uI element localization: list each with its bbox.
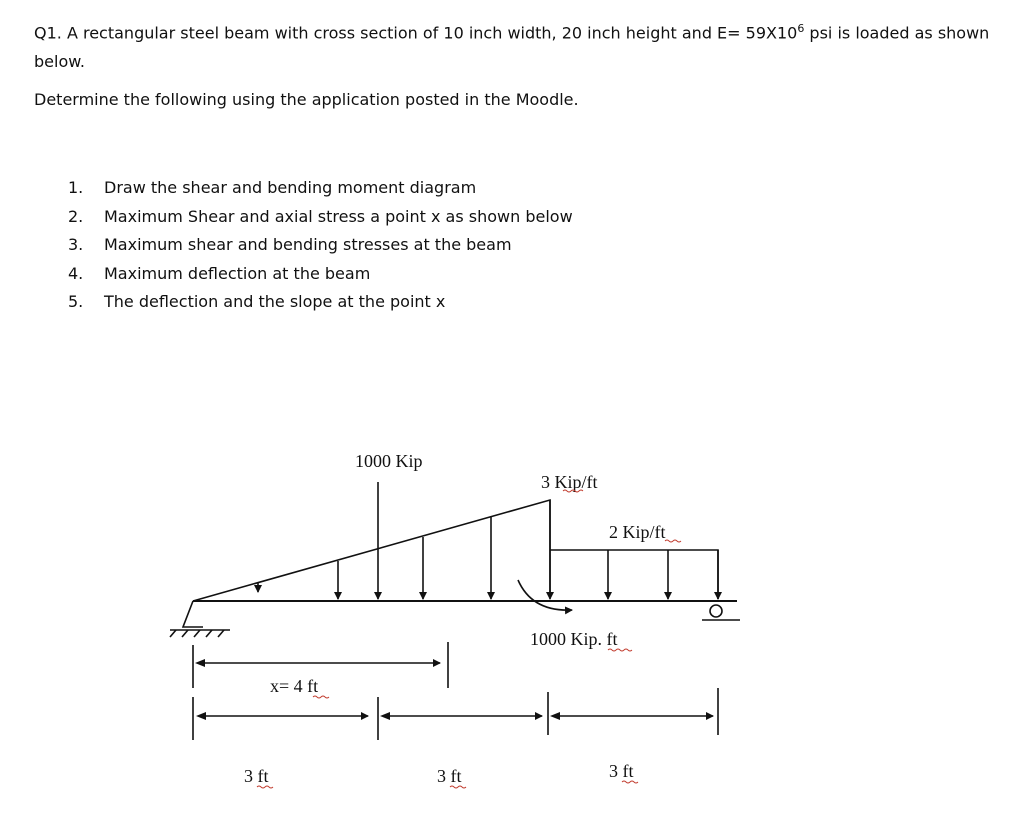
span-dimensions: [193, 688, 718, 786]
task-item: 3. Maximum shear and bending stresses at the beam: [68, 235, 512, 254]
question-suffix: psi is loaded as shown below.: [34, 23, 990, 72]
task-item: 1. Draw the shear and bending moment diagram: [68, 178, 477, 197]
peak-load-label: 3 Kip/ft: [541, 472, 598, 492]
uniform-load-label: 2 Kip/ft: [609, 522, 666, 542]
task-item: 4. Maximum deflection at the beam: [68, 263, 371, 283]
moment-label: 1000 Kip. ft: [530, 629, 618, 649]
task-item: 2. Maximum Shear and axial stress a point x as shown below: [68, 206, 573, 226]
question-prefix: Q1. A rectangular steel beam with cross section of 10 inch width, 20 inch height and E= 59X10: [34, 23, 798, 43]
task-item: 5. The deflection and the slope at the point x: [68, 292, 446, 311]
exponent: 6: [797, 22, 805, 35]
moment-arrow: [518, 580, 618, 649]
pin-support: [170, 601, 230, 637]
instruction-text: Determine the following using the application posted in the Moodle.: [34, 90, 579, 109]
roller-support: [702, 605, 740, 620]
uniform-load: [550, 550, 718, 599]
point-load-label: 1000 Kip: [355, 451, 423, 471]
triangular-load: [193, 500, 550, 601]
x-dimension: [193, 642, 448, 696]
span1-label: 3 ft: [244, 766, 269, 786]
point-load: [355, 451, 423, 599]
span3-label: 3 ft: [609, 761, 634, 781]
span2-label: 3 ft: [437, 766, 462, 786]
x-dimension-label: x= 4 ft: [270, 676, 319, 696]
